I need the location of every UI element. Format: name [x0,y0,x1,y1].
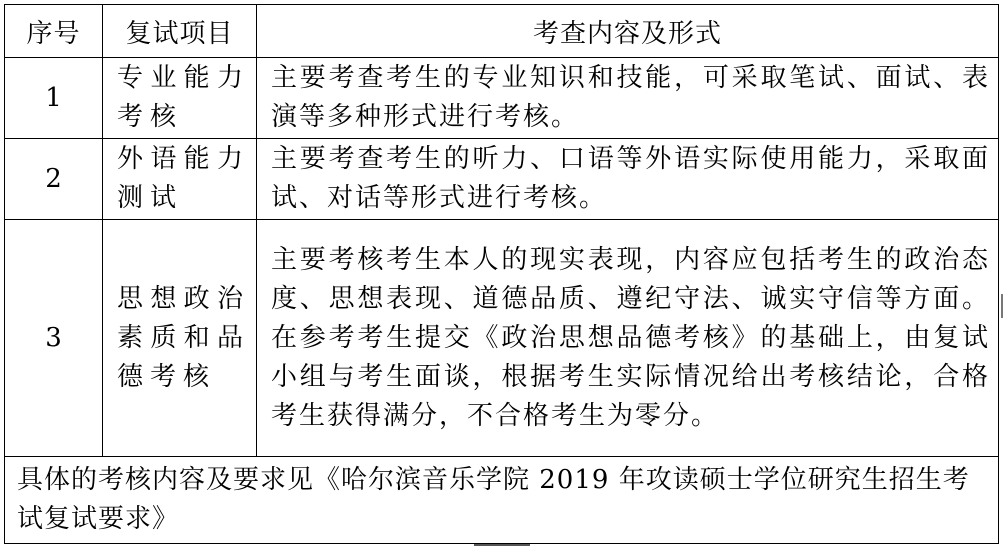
table-footer-row [5,457,999,544]
row-item: 外语能力测试 [103,139,257,220]
header-number: 序号 [5,5,103,58]
row-number: 3 [5,220,103,457]
row-content: 主要考核考生本人的现实表现，内容应包括考生的政治态度、思想表现、道德品质、遵纪守法、诚实守信等方面。在参考考生提交《政治思想品德考核》的基础上，由复试小组与考生面谈，根据考生实际情况给出考核结论，合格考生获得满分，不合格考生为零分。 [257,220,999,457]
header-item: 复试项目 [103,5,257,58]
page-edge-mark [474,544,530,546]
table-header-row [5,5,999,58]
footer-note: 具体的考核内容及要求见《哈尔滨音乐学院 2019 年攻读硕士学位研究生招生考试复试要求》 [5,457,999,544]
retest-table [4,4,999,544]
header-content: 考查内容及形式 [257,5,999,58]
table-row [5,139,999,220]
row-number: 1 [5,58,103,139]
row-content: 主要考查考生的听力、口语等外语实际使用能力，采取面试、对话等形式进行考核。 [257,139,999,220]
row-number: 2 [5,139,103,220]
table-row [5,220,999,457]
table-row [5,58,999,139]
side-edge-mark [1001,294,1003,318]
row-item: 专业能力考核 [103,58,257,139]
row-item: 思想政治素质和品德考核 [103,220,257,457]
row-content: 主要考查考生的专业知识和技能，可采取笔试、面试、表演等多种形式进行考核。 [257,58,999,139]
